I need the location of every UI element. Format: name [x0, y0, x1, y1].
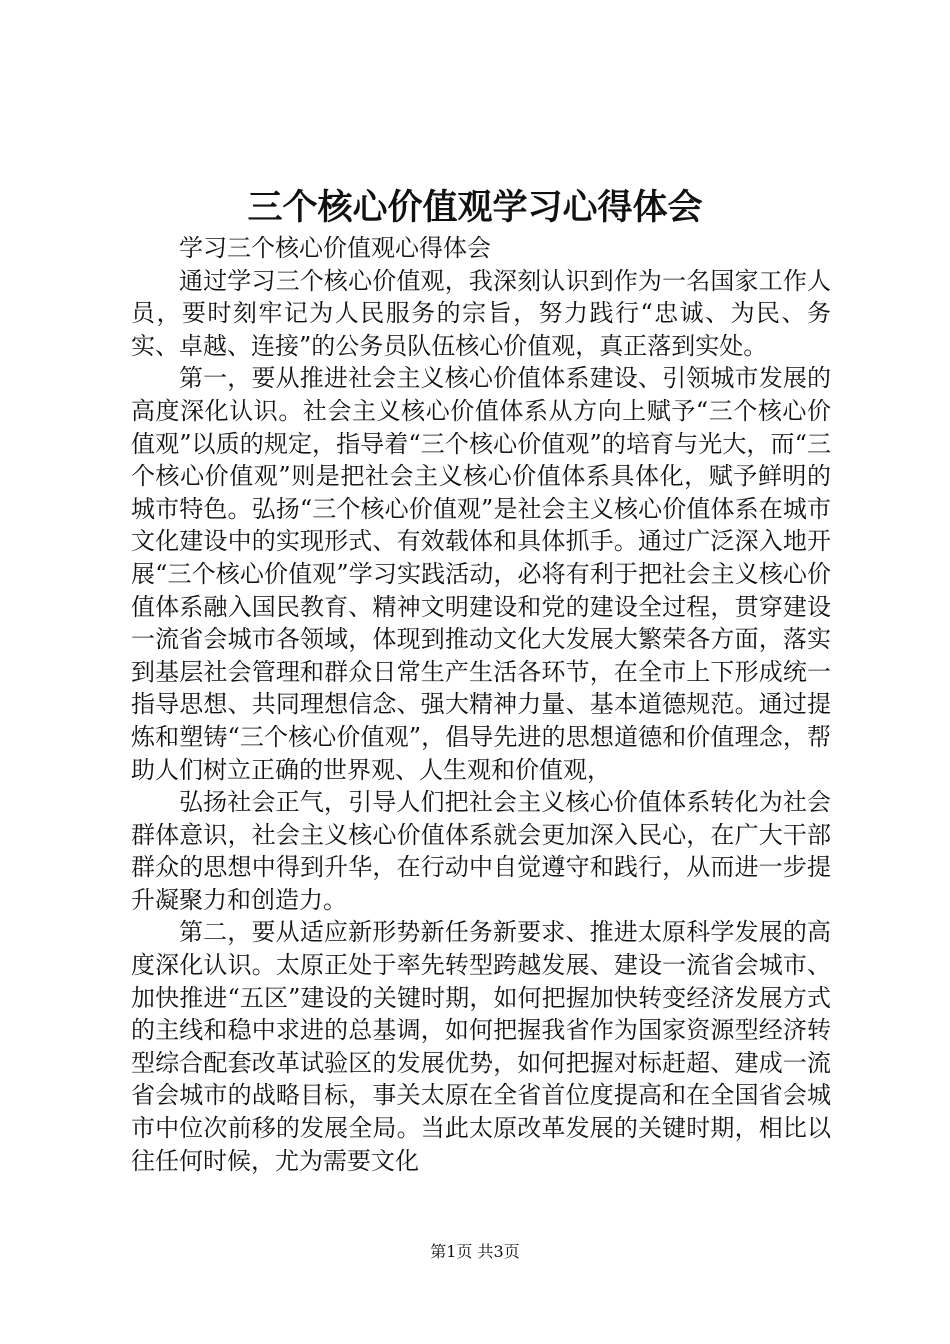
paragraph-first-point: 第一，要从推进社会主义核心价值体系建设、引领城市发展的高度深化认识。社会主义核心价值体系从方向上赋予“三个核心价值观”以质的规定，指导着“三个核心价值观”的培育与光大，而“三个核心价值观”则是把社会主义核心价值体系具体化，赋予鲜明的城市特色。弘扬“三个核心价值观”是社会主义核心价值体系在城市文化建设中的实现形式、有效载体和具体抓手。通过广泛深入地开展“三个核心价值观”学习实践活动，必将有利于把社会主义核心价值体系融入国民教育、精神文明建设和党的建设全过程，贯穿建设一流省会城市各领域，体现到推动文化大发展大繁荣各方面，落实到基层社会管理和群众日常生产生活各环节，在全市上下形成统一指导思想、共同理想信念、强大精神力量、基本道德规范。通过提炼和塑铸“三个核心价值观”，倡导先进的思想道德和价值理念，帮助人们树立正确的世界观、人生观和价值观，: [131, 364, 831, 784]
paragraph-first-point-continued: 弘扬社会正气，引导人们把社会主义核心价值体系转化为社会群体意识，社会主义核心价值体系就会更加深入民心，在广大干部群众的思想中得到升华，在行动中自觉遵守和践行，从而进一步提升凝聚力和创造力。: [131, 788, 831, 914]
paragraph-subtitle: 学习三个核心价值观心得体会: [179, 234, 491, 262]
paragraph-intro: 通过学习三个核心价值观，我深刻认识到作为一名国家工作人员，要时刻牢记为人民服务的宗旨，努力践行“忠诚、为民、务实、卓越、连接”的公务员队伍核心价值观，真正落到实处。: [131, 266, 831, 360]
document-body: [131, 232, 831, 1177]
page-number-footer: 第1页 共3页: [430, 1242, 520, 1261]
document-title: 三个核心价值观学习心得体会: [247, 187, 703, 228]
paragraph-second-point: 第二，要从适应新形势新任务新要求、推进太原科学发展的高度深化认识。太原正处于率先转型跨越发展、建设一流省会城市、加快推进“五区”建设的关键时期，如何把握加快转变经济发展方式的主线和稳中求进的总基调，如何把握我省作为国家资源型经济转型综合配套改革试验区的发展优势，如何把握对标赶超、建成一流省会城市的战略目标，事关太原在全省首位度提高和在全国省会城市中位次前移的发展全局。当此太原改革发展的关键时期，相比以往任何时候，尤为需要文化: [131, 918, 831, 1175]
